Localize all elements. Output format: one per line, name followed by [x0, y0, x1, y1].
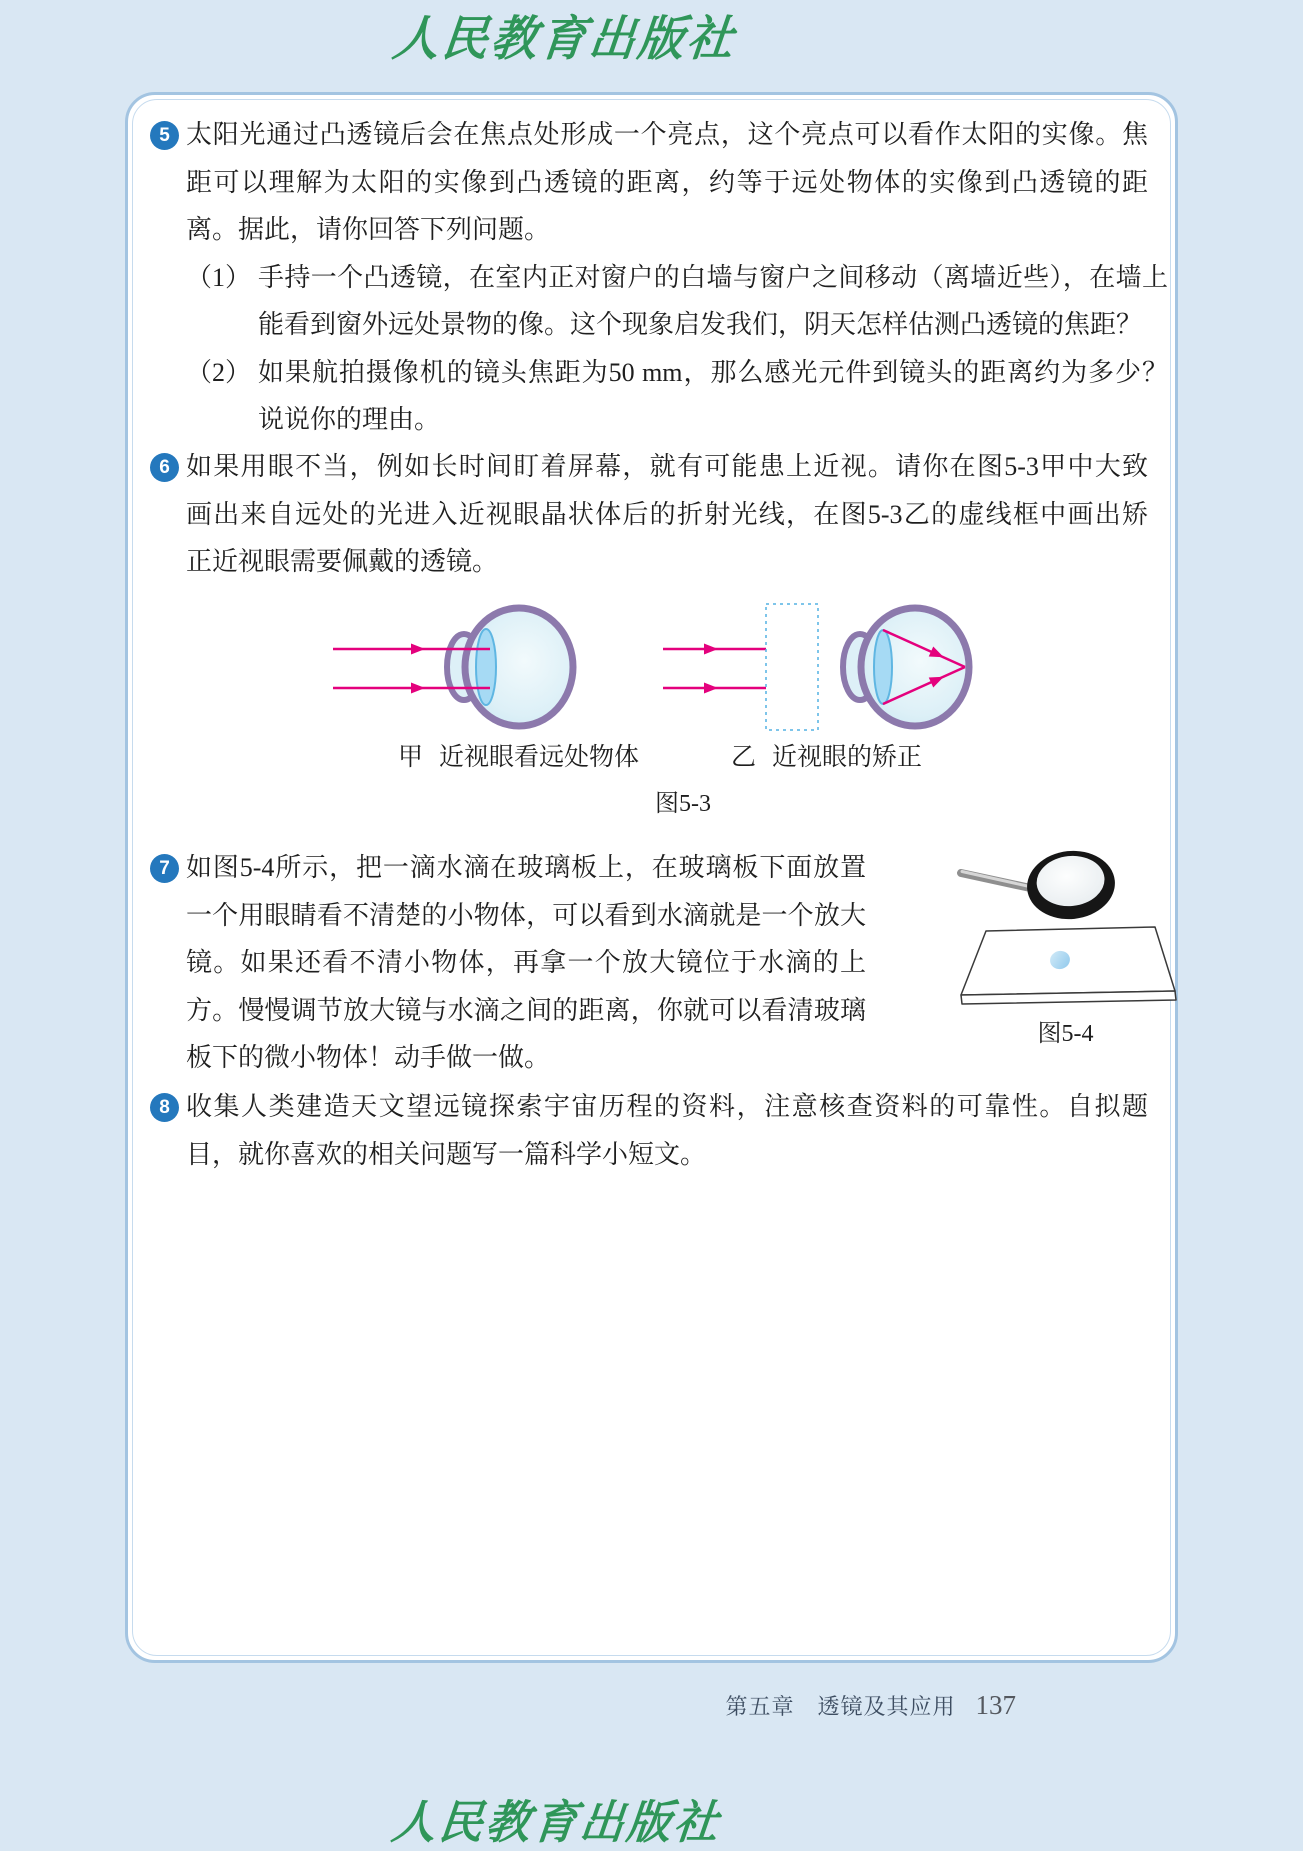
question-7-badge: 7 — [150, 854, 179, 883]
question-line: 镜。如果还看不清小物体，再拿一个放大镜位于水滴的上 — [186, 948, 866, 977]
left-eye-illustration — [447, 608, 573, 726]
figure-5-4-title: 图5-4 — [1037, 1021, 1094, 1047]
caption-label-yi: 乙 — [731, 744, 757, 771]
question-7-text — [186, 844, 866, 1082]
question-line: 距可以理解为太阳的实像到凸透镜的距离，约等于远处物体的实像到凸透镜的距 — [186, 167, 1148, 197]
figure-5-4-diagram — [943, 833, 1188, 1013]
glass-plate — [961, 927, 1176, 1004]
question-line: 收集人类建造天文望远镜探索宇宙历程的资料，注意核查资料的可靠性。自拟题 — [186, 1092, 1148, 1121]
magnifier-ring — [1024, 847, 1119, 924]
question-6-badge: 6 — [150, 453, 179, 482]
eye-lens — [874, 630, 892, 704]
figure-5-3-diagram — [323, 603, 1003, 733]
publisher-logo-bottom: 人民教育出版社 — [389, 1796, 724, 1850]
question-line: 说说你的理由。 — [258, 405, 441, 434]
figure-5-3-title: 图5-3 — [655, 791, 711, 817]
question-line: 能看到窗外远处景物的像。这个现象启发我们，阴天怎样估测凸透镜的焦距？ — [258, 310, 1143, 339]
caption-text-yi: 近视眼的矫正 — [772, 744, 923, 771]
question-line: 如果用眼不当，例如长时间盯着屏幕，就有可能患上近视。请你在图5-3甲中大致 — [186, 452, 1148, 481]
question-line: 离。据此，请你回答下列问题。 — [186, 215, 551, 244]
footer-page-number: 137 — [975, 1690, 1016, 1720]
ray-arrowheads-left — [411, 644, 425, 694]
question-line: 方。慢慢调节放大镜与水滴之间的距离，你就可以看清玻璃 — [186, 995, 866, 1025]
correction-lens-dashed-box — [766, 604, 818, 730]
sub-item-marker: （2） — [186, 357, 252, 387]
footer-chapter-title: 第五章 透镜及其应用 — [725, 1694, 956, 1719]
magnifying-glass — [961, 847, 1118, 924]
question-line: 如图5-4所示，把一滴水滴在玻璃板上，在玻璃板下面放置 — [186, 853, 866, 882]
question-6-text — [186, 443, 1148, 586]
ray-arrowheads-middle — [704, 644, 718, 694]
figure-5-3-caption-yi — [731, 737, 922, 773]
sub-item-marker: （1） — [186, 262, 252, 292]
publisher-logo-top: 人民教育出版社 — [390, 10, 740, 67]
question-8-badge: 8 — [150, 1093, 179, 1122]
question-line: 画出来自远处的光进入近视眼晶状体后的折射光线，在图5-3乙的虚线框中画出矫 — [186, 499, 1148, 529]
right-eye-illustration — [843, 608, 969, 726]
question-5-text — [186, 111, 1168, 444]
question-8-text — [186, 1083, 1148, 1178]
question-line: 目，就你喜欢的相关问题写一篇科学小短文。 — [186, 1139, 707, 1169]
question-5-sub-item-2 — [186, 349, 1168, 444]
content-card — [125, 92, 1178, 1663]
eye-lens — [476, 629, 496, 705]
caption-text-jia: 近视眼看远处物体 — [439, 744, 640, 771]
question-5-sub-item-1 — [186, 254, 1168, 349]
question-line: 板下的微小物体！动手做一做。 — [186, 1043, 551, 1072]
question-line: 一个用眼睛看不清楚的小物体，可以看到水滴就是一个放大 — [186, 900, 866, 930]
myopia-eye-diagram-svg — [323, 603, 1003, 733]
page-footer — [500, 1690, 1016, 1724]
caption-label-jia: 甲 — [398, 744, 424, 771]
question-line: 手持一个凸透镜，在室内正对窗户的白墙与窗户之间移动（离墙近些），在墙上 — [258, 262, 1168, 292]
light-rays-middle — [663, 649, 766, 688]
question-line: 如果航拍摄像机的镜头焦距为50 mm，那么感光元件到镜头的距离约为多少？ — [258, 357, 1168, 387]
question-line: 正近视眼需要佩戴的透镜。 — [186, 547, 499, 576]
figure-5-3-caption-jia — [398, 737, 639, 773]
question-line: 太阳光通过凸透镜后会在焦点处形成一个亮点，这个亮点可以看作太阳的实像。焦 — [186, 120, 1148, 149]
magnifier-waterdrop-svg — [943, 833, 1188, 1013]
question-5-badge: 5 — [150, 121, 179, 150]
